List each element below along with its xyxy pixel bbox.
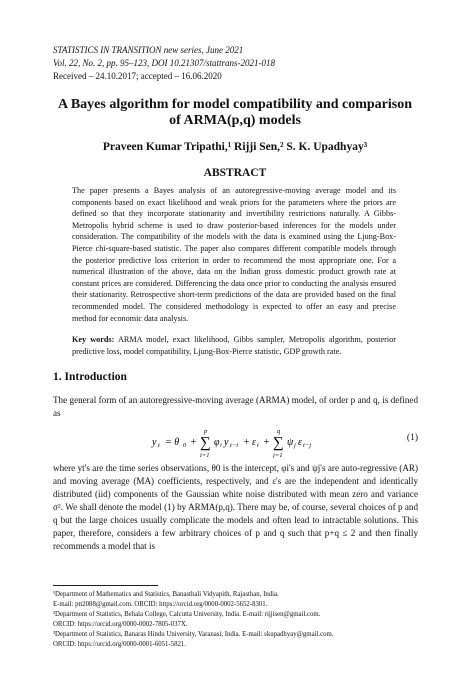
svg-text:j: j	[294, 442, 296, 449]
abstract-heading: ABSTRACT	[203, 167, 267, 179]
svg-text:+: +	[263, 437, 270, 448]
intro-paragraph-1: The general form of an autoregressive-moving average (ARMA) model, of order p and q, is defined as	[53, 395, 418, 418]
section-heading: 1. Introduction	[53, 371, 127, 383]
footnote-2-orcid: ORCID: https://orcid.org/0000-0002-7805-037X.	[53, 621, 188, 629]
abstract-text: The paper presents a Bayes analysis of an autoregressive-moving average model and its components based on exact likelihood and weak priors for the parameters where the priors are defined so that they incorporate stationarity and invertibility restrictions naturally. A Gibbs-Metropolis hybrid scheme is used to draw posterior-based inferences for the models under consideration. The compatibility of the models with the data is examined using the Ljung-Box-Pierce chi-square-based statistic. The paper also compares different compatible models through the posterior predictive loss criterion in order to recommend the most appropriate one. For a numerical illustration of the above, data on the Indian gross domestic product growth rate at constant prices are considered. Differencing the data once prior to conducting the analysis ensured their stationarity. Retrospective short-term predictions of the data are provided based on the final recommended model. The considered methodology is expected to offer an easy and precise method for economic data analysis.	[72, 186, 396, 323]
footnotes	[53, 590, 418, 651]
keywords-text: ARMA model, exact likelihood, Gibbs sampler, Metropolis algorithm, posterior predictive loss, model compatibility, Ljung-Box-Pierce statistic, GDP growth rate.	[72, 335, 397, 356]
equation-graphic	[150, 424, 380, 458]
svg-text:q: q	[277, 428, 281, 435]
svg-text:ψ: ψ	[287, 437, 294, 448]
footnote-3: ³Department of Statistics, Banaras Hindu University, Varanasi, India. E-mail: skupadhyay@gmail.com.	[53, 631, 334, 639]
volume-doi-line: Vol. 22, No. 2, pp. 95–123, DOI 10.21307/stattrans-2021-018	[53, 58, 276, 68]
arma-equation	[150, 424, 418, 456]
journal-header-line: STATISTICS IN TRANSITION new series, June 2021	[53, 45, 244, 55]
equation-number: (1)	[406, 433, 418, 443]
svg-text:t: t	[158, 442, 160, 449]
svg-text:y: y	[152, 437, 157, 448]
footnote-1-contact: E-mail: ptt2088@gmail.com. ORCID: https://orcid.org/0000-0002-5652-8301.	[53, 601, 268, 609]
keywords	[72, 334, 396, 357]
intro-paragraph-2: where yt's are the time series observations, θ0 is the intercept, φi's and ψj's are auto-regressive (AR) and moving average (MA) coefficients, respectively, and ε's are the independent and identically distributed (iid) components of the Gaussian white noise distributed with mean zero and variance σ². We shall denote the model (1) by ARMA(p,q). There may be, of course, several choices of p and q but the large choices usually complicate the models and often lead to intractable solutions. This paper, therefore, considers a few arbitrary choices of p and q such that p+q ≤ 2 and then finally recommends a model that is	[53, 463, 418, 551]
svg-text:= θ: = θ	[165, 437, 180, 448]
svg-text:i: i	[220, 442, 222, 449]
svg-text:0: 0	[183, 442, 187, 449]
svg-text:ε: ε	[252, 437, 256, 448]
author-list: Praveen Kumar Tripathi,¹ Rijji Sen,² S. K. Upadhyay³	[102, 141, 368, 153]
svg-text:y: y	[224, 437, 229, 448]
svg-text:p: p	[204, 428, 208, 435]
svg-text:∑: ∑	[273, 435, 284, 451]
received-accepted-line: Received – 24.10.2017; accepted – 16.06.2020	[53, 71, 222, 81]
svg-text:∑: ∑	[200, 435, 211, 451]
paper-title	[40, 97, 430, 129]
svg-text:+: +	[190, 437, 197, 448]
svg-text:t: t	[257, 442, 259, 449]
svg-text:t−i: t−i	[230, 442, 238, 449]
svg-text:+: +	[243, 437, 250, 448]
svg-text:φ: φ	[214, 437, 220, 448]
keywords-label: Key words:	[72, 335, 115, 344]
svg-text:t−j: t−j	[303, 442, 311, 449]
svg-text:ε: ε	[298, 437, 302, 448]
footnote-divider	[53, 585, 158, 586]
footnote-1: ¹Department of Mathematics and Statistics, Banasthali Vidyapith, Rajasthan, India.	[53, 591, 279, 598]
svg-text:i=1: i=1	[200, 452, 210, 458]
svg-text:j=1: j=1	[273, 452, 283, 458]
title-line-1: A Bayes algorithm for model compatibility and comparison	[57, 97, 413, 112]
footnote-2: ²Department of Statistics, Behala College, Calcutta University, India. E-mail: rijjisen@gmail.com.	[53, 611, 321, 619]
title-line-2: of ARMA(p,q) models	[169, 113, 301, 128]
footnote-3-orcid: ORCID: https://orcid.org/0000-0001-6051-5821.	[53, 641, 186, 649]
